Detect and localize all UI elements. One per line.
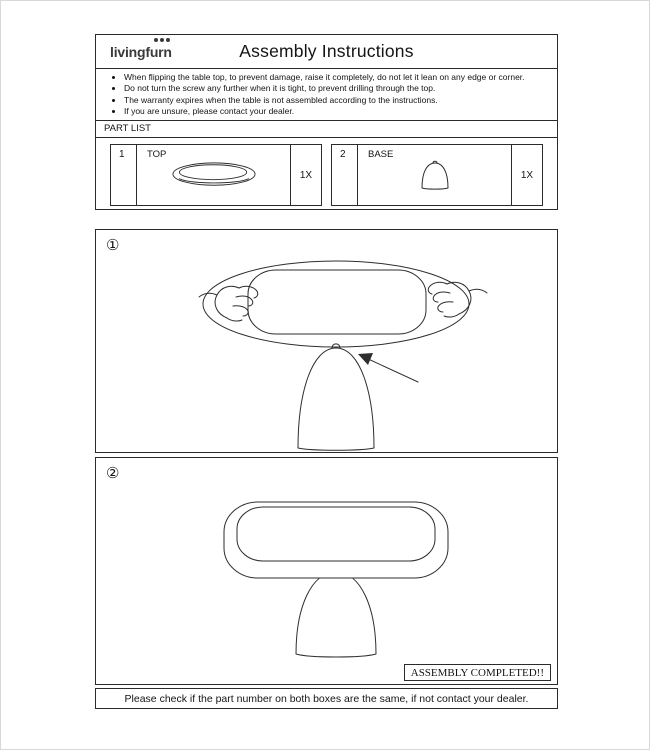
three-dots-icon xyxy=(154,38,170,42)
part-row-top xyxy=(110,144,322,206)
warning-item: • When flipping the table top, to prevent damage, raise it completely, do not let it lean on any edge or corner. xyxy=(124,72,549,83)
brand-logo-text: livingfurn xyxy=(110,43,172,60)
step-1-number: ① xyxy=(106,237,120,254)
hands-placing-top-on-base-illustration xyxy=(96,230,557,452)
document-top-section xyxy=(95,34,558,210)
step-2-panel xyxy=(95,457,558,685)
page-title: Assembly Instructions xyxy=(239,41,414,61)
warnings-section xyxy=(96,69,557,121)
table-top-oval-illustration xyxy=(158,157,270,193)
part-quantity: 1X xyxy=(290,145,321,205)
part-cell xyxy=(137,145,290,205)
part-number: 1 xyxy=(111,145,137,205)
warning-item: • If you are unsure, please contact your dealer. xyxy=(124,106,549,117)
document-header xyxy=(96,35,557,69)
part-number: 2 xyxy=(332,145,358,205)
part-quantity: 1X xyxy=(511,145,542,205)
brand-logo xyxy=(110,44,172,60)
part-row-base xyxy=(331,144,543,206)
part-list-table xyxy=(96,138,557,206)
part-list-title: PART LIST xyxy=(96,121,557,138)
step-2-number: ② xyxy=(106,465,120,482)
assembled-table-illustration xyxy=(96,458,557,684)
warning-item: • Do not turn the screw any further when it is tight, to prevent drilling through the top. xyxy=(124,83,549,94)
warning-item: • The warranty expires when the table is not assembled according to the instructions. xyxy=(124,95,549,106)
right-hand-icon xyxy=(428,282,487,317)
part-name: BASE xyxy=(368,149,394,160)
arrow-icon xyxy=(358,353,418,382)
warnings-list xyxy=(100,72,549,118)
part-cell xyxy=(358,145,511,205)
assembly-completed-badge: ASSEMBLY COMPLETED!! xyxy=(404,664,551,681)
pedestal-base-illustration xyxy=(417,159,453,191)
step-1-panel xyxy=(95,229,558,453)
part-name: TOP xyxy=(147,149,167,160)
footer-note: Please check if the part number on both boxes are the same, if not contact your dealer. xyxy=(95,688,558,709)
